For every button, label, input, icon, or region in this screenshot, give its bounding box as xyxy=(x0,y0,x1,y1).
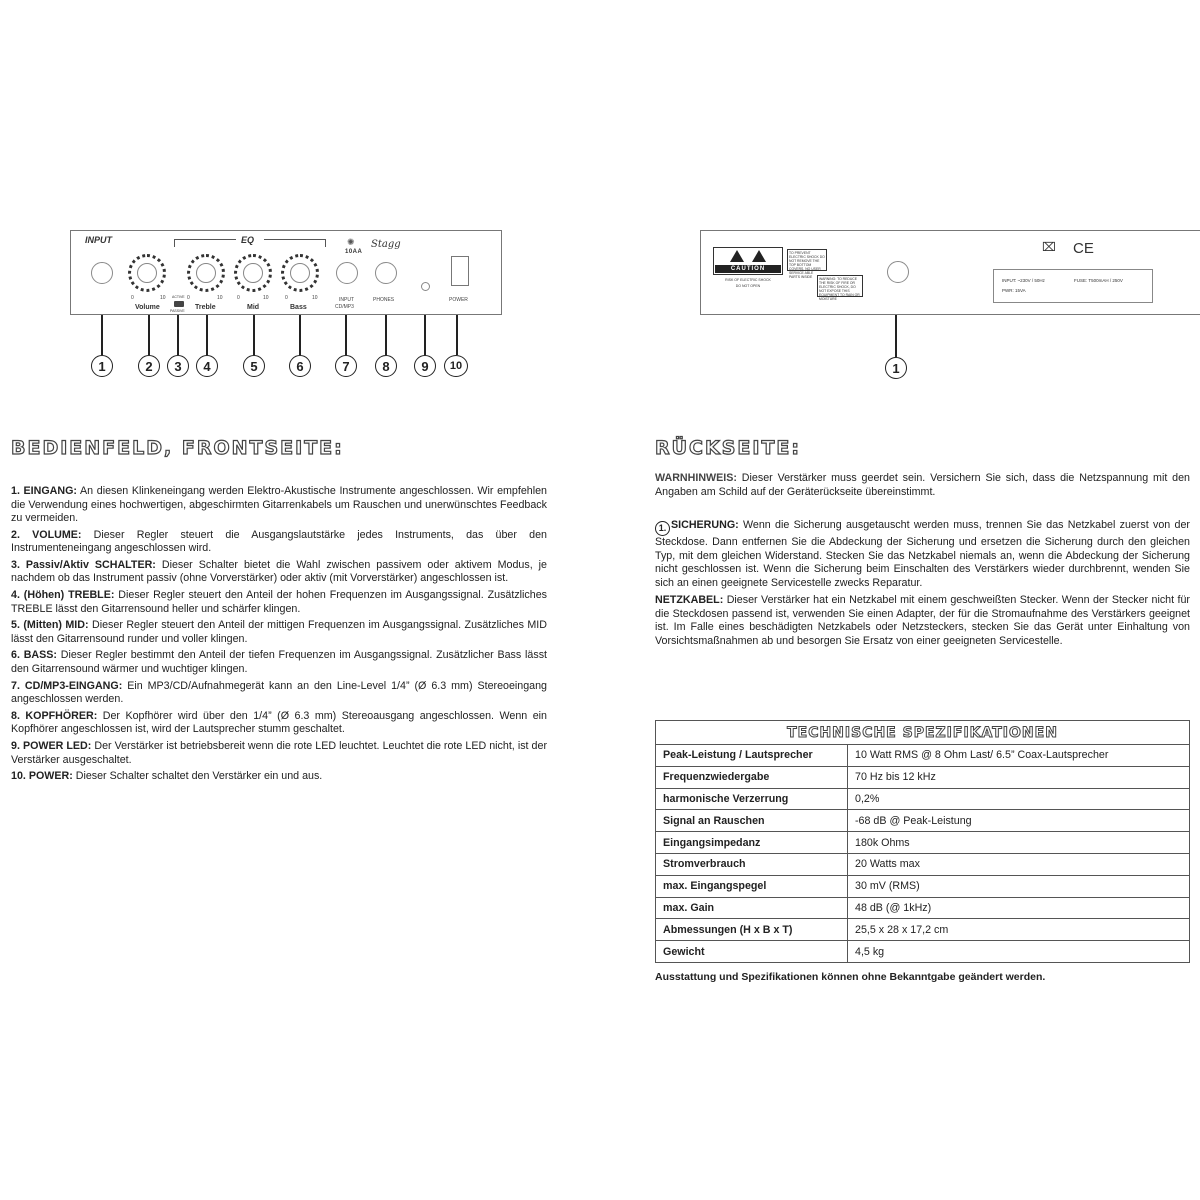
cd-input-label: INPUT xyxy=(339,297,354,303)
fuse-holder xyxy=(887,261,909,283)
rating-input: INPUT: ~230V / 50Hz xyxy=(1002,278,1045,283)
caution-text: CAUTION xyxy=(715,265,781,273)
spec-footnote: Ausstattung und Spezifikationen können ohne Bekanntgabe geändert werden. xyxy=(655,971,1046,983)
ce-mark: CE xyxy=(1073,240,1094,257)
mid-min: 0 xyxy=(237,295,240,301)
callout-2: 2 xyxy=(138,355,160,377)
phones-label: PHONES xyxy=(373,297,395,303)
phones-jack xyxy=(375,262,397,284)
front-panel-diagram xyxy=(70,230,502,315)
power-led xyxy=(421,282,430,291)
item-10: 10. POWER: Dieser Schalter schaltet den Verstärker ein und aus. xyxy=(11,770,323,783)
treble-max: 10 xyxy=(217,295,223,301)
front-panel-heading: BEDIENFELD, FRONTSEITE: xyxy=(11,437,344,459)
warning-triangle-icon xyxy=(730,250,744,262)
volume-max: 10 xyxy=(160,295,166,301)
amp-model-logo: 10AA xyxy=(345,249,363,255)
power-label: POWER xyxy=(449,297,468,303)
table-row: Eingangsimpedanz 180k Ohms xyxy=(656,832,1190,854)
logo-star-icon: ✺ xyxy=(347,237,355,247)
input-label: INPUT xyxy=(85,235,112,245)
bass-max: 10 xyxy=(312,295,318,301)
mid-knob xyxy=(243,263,263,283)
bass-min: 0 xyxy=(285,295,288,301)
treble-min: 0 xyxy=(187,295,190,301)
table-row: Gewicht 4,5 kg xyxy=(656,941,1190,963)
input-jack xyxy=(91,262,113,284)
caution-sub-2: DO NOT OPEN xyxy=(735,284,761,288)
rating-fuse: FUSE: T500mAH / 250V xyxy=(1074,278,1123,283)
volume-knob xyxy=(137,263,157,283)
volume-min: 0 xyxy=(131,295,134,301)
spec-table-title: TECHNISCHE SPEZIFIKATIONEN xyxy=(656,721,1190,745)
item-1: 1. EINGANG: An diesen Klinkeneingang werden Elektro-Akustische Instrumente angeschlossen. Wir empfehlen die Verwendung eines hochwertigen, abgeschirmten Gitarrenkabels um Rauschen und unerwünschtes Feedback zu vermeiden. xyxy=(11,485,547,524)
callout-1: 1 xyxy=(91,355,113,377)
table-row: Peak-Leistung / Lautsprecher 10 Watt RMS @ 8 Ohm Last/ 6.5” Coax-Lautsprecher xyxy=(656,745,1190,767)
warning-text-1: TO PREVENT ELECTRIC SHOCK DO NOT REMOVE THE TOP BOTTOM COVERS. NO USER SERVICE ABLE PARTS INSIDE xyxy=(787,249,827,271)
specifications-table xyxy=(655,720,1190,963)
bass-knob xyxy=(290,263,310,283)
treble-label: Treble xyxy=(195,304,216,311)
item-3: 3. Passiv/Aktiv SCHALTER: Dieser Schalter bietet die Wahl zwischen passivem oder aktivem Modus, je nachdem ob das Instrument passiv (ohne Vorverstärker) oder aktiv (mit Vorverstärker) angeschlossen ist. xyxy=(11,558,548,585)
rear-panel-diagram xyxy=(700,230,1200,315)
caution-sub-1: RISK OF ELECTRIC SHOCK xyxy=(725,278,771,282)
callout-4: 4 xyxy=(196,355,218,377)
caution-label xyxy=(713,247,783,275)
callout-5: 5 xyxy=(243,355,265,377)
switch-passive-label: PASSIVE xyxy=(170,309,185,313)
bass-label: Bass xyxy=(290,304,307,311)
warning-text-2: WARNING: TO REDUCE THE RISK OF FIRE OR ELECTRIC SHOCK, DO NOT EXPOSE THIS EQUIPMENT TO RAIN OR MOISTURE xyxy=(817,275,863,297)
item-5: 5. (Mitten) MID: Dieser Regler steuert den Anteil der mittigen Frequenzen im Ausgangssignal. Zusätzliches MID lässt den Gitarrensound runder und voller klingen. xyxy=(11,619,547,645)
volume-label: Volume xyxy=(135,304,160,311)
table-row: max. Gain 48 dB (@ 1kHz) xyxy=(656,897,1190,919)
active-passive-switch xyxy=(174,301,184,307)
rear-panel-description xyxy=(655,472,1190,662)
table-row: harmonische Verzerrung 0,2% xyxy=(656,788,1190,810)
table-row: Frequenzwiedergabe 70 Hz bis 12 kHz xyxy=(656,766,1190,788)
front-panel-description xyxy=(11,485,547,787)
item-6: 6. BASS: Dieser Regler bestimmt den Anteil der tiefen Frequenzen im Ausgangssignal. Zusätzlicher Bass lässt den Gitarrensound wärmer und wuchtiger klingen. xyxy=(11,649,548,675)
rear-panel-heading: RÜCKSEITE: xyxy=(655,437,801,459)
rear-callout-1: 1 xyxy=(885,357,907,379)
rating-power: PWR: 15VA xyxy=(1002,288,1026,293)
switch-active-label: ACTIVE xyxy=(172,295,185,299)
weee-bin-icon: ⌧ xyxy=(1042,240,1056,254)
mid-max: 10 xyxy=(263,295,269,301)
power-switch xyxy=(451,256,469,286)
item-4: 4. (Höhen) TREBLE: Dieser Regler steuert den Anteil der hohen Frequenzen im Ausgangssignal. Zusätzliches TREBLE lässt den Gitarrensound heller und schärfer klingen. xyxy=(11,589,547,615)
warning-paragraph: WARNHINWEIS: Dieser Verstärker muss geerdet sein. Versichern Sie sich, dass die Netzspannung mit den Angaben am Schild auf der Geräterückseite übereinstimmt. xyxy=(655,472,1190,498)
fuse-callout-icon: 1. xyxy=(655,521,670,536)
rating-plate xyxy=(993,269,1153,303)
item-9: 9. POWER LED: Der Verstärker ist betriebsbereit wenn die rote LED leuchtet. Leuchtet die rote LED nicht, ist der Verstärker ausgeschaltet. xyxy=(11,740,547,766)
fuse-paragraph: 1. SICHERUNG: Wenn die Sicherung ausgetauscht werden muss, trennen Sie das Netzkabel zuerst von der Steckdose. Dann entfernen Sie die Abdeckung der Sicherung und ersetzen die Sicherung durch den gleichen Typ, mit dem gleichen Widerstand. Stecken Sie das Netzkabel niemals an, wenn die Abdeckung der Sicherung nicht geschlossen ist. Wenn die Sicherung beim Einschalten des Verstärkers wieder durchbrennt, wenden Sie sich an einen geeignete Servicestelle zwecks Reparatur. xyxy=(655,519,1190,589)
table-row: Stromverbrauch 20 Watts max xyxy=(656,853,1190,875)
lightning-triangle-icon xyxy=(752,250,766,262)
callout-9: 9 xyxy=(414,355,436,377)
callout-8: 8 xyxy=(375,355,397,377)
callout-3: 3 xyxy=(167,355,189,377)
table-row: Signal an Rauschen -68 dB @ Peak-Leistung xyxy=(656,810,1190,832)
table-row: max. Eingangspegel 30 mV (RMS) xyxy=(656,875,1190,897)
callout-10: 10 xyxy=(444,355,468,377)
treble-knob xyxy=(196,263,216,283)
mid-label: Mid xyxy=(247,304,260,311)
callout-7: 7 xyxy=(335,355,357,377)
table-row: Abmessungen (H x B x T) 25,5 x 28 x 17,2 cm xyxy=(656,919,1190,941)
brand-logo: Stagg xyxy=(371,239,401,250)
callout-6: 6 xyxy=(289,355,311,377)
item-7: 7. CD/MP3-EINGANG: Ein MP3/CD/Aufnahmegerät kann an den Line-Level 1/4” (Ø 6.3 mm) Stereoeingang angeschlossen werden. xyxy=(11,679,547,706)
cd-input-sublabel: CD/MP3 xyxy=(335,304,354,310)
item-2: 2. VOLUME: Dieser Regler steuert die Ausgangslautstärke jedes Instruments, das über den Instrumenteneingang angeschlossen wird. xyxy=(11,528,547,555)
cd-mp3-input-jack xyxy=(336,262,358,284)
item-8: 8. KOPFHÖRER: Der Kopfhörer wird über den 1/4” (Ø 6.3 mm) Stereoausgang angeschlossen. Wenn ein Kopfhörer angeschlossen ist, wird der Lautsprecher stumm geschaltet. xyxy=(11,709,547,736)
eq-label: EQ xyxy=(241,235,255,245)
power-cable-paragraph: NETZKABEL: Dieser Verstärker hat ein Netzkabel mit einem geschweißten Stecker. Wenn der Stecker nicht für die Steckdosen passend ist, verwenden Sie einen Adapter, der für die Stromaufnahme des Verstärkers geeignet ist. Im Falle eines beschädigten Netzkabels oder Netzsteckers, stecken Sie das Gerät unter Einhaltung von Vorsichtsmaßnahmen ab und besorgen Sie Ersatz von einer geeigneten Servicestelle. xyxy=(655,594,1190,647)
